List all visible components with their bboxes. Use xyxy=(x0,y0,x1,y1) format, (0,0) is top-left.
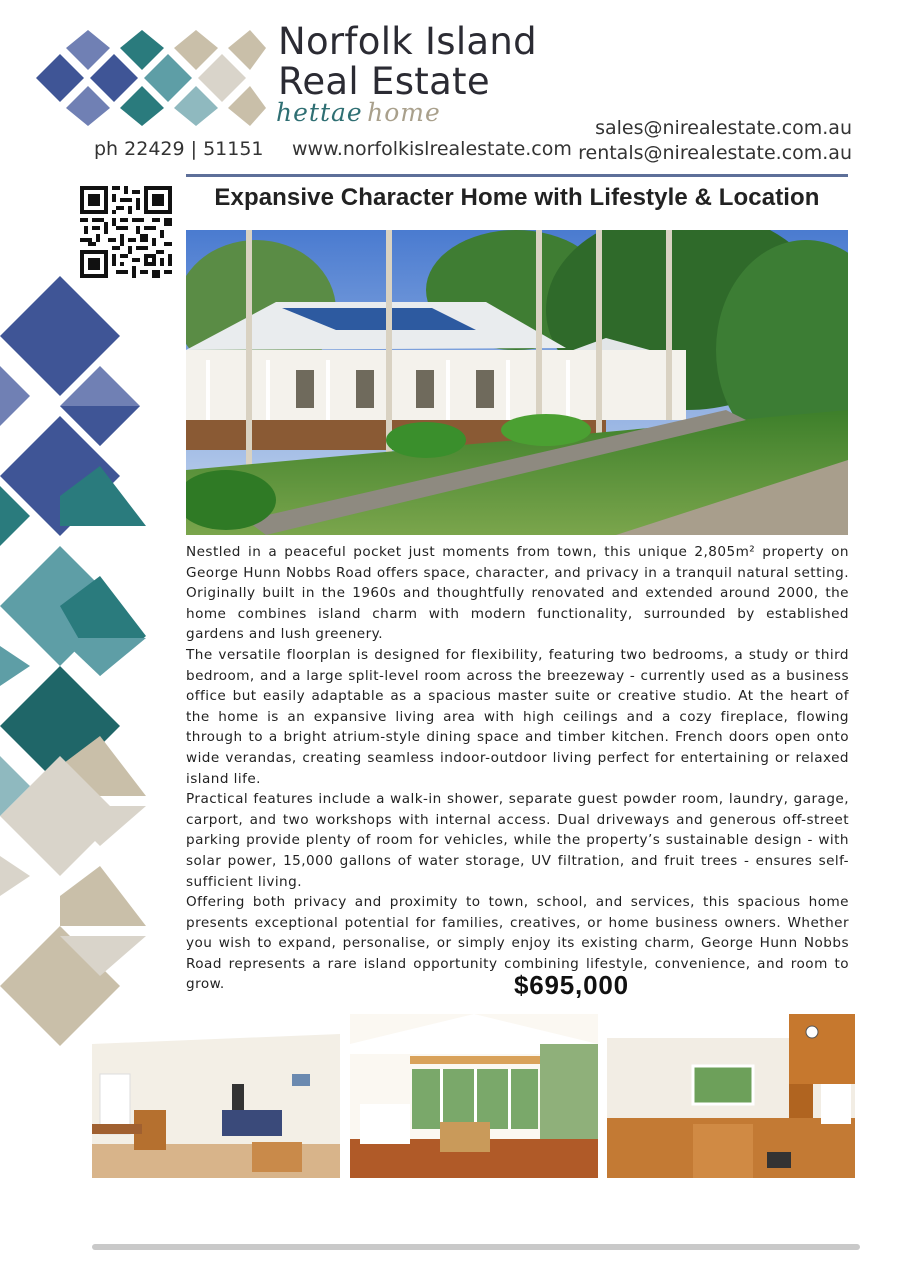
listing-description xyxy=(186,542,849,995)
footer-divider xyxy=(92,1244,860,1250)
gallery-photo-living-room xyxy=(92,1014,340,1178)
brand-name xyxy=(278,22,537,102)
decorative-diamond-column xyxy=(0,276,150,1056)
description-paragraph-2: The versatile floorplan is designed for flexibility, featuring two bedrooms, a study or third bedroom, and a large split-level room across the breezeway - currently used as a business office but easily adaptable as a spacious master suite or creative studio. At the heart of the home is an expansive living area with high ceilings and a cozy fireplace, flowing through to a bright atrium-style dining space and timber kitchen. French doors open onto wide verandas, creating seamless indoor-outdoor living perfect for entertaining or relaxed island life. xyxy=(186,646,849,787)
listing-title: Expansive Character Home with Lifestyle & Location xyxy=(214,184,820,211)
email-block xyxy=(578,116,852,166)
phone-numbers: ph 22429 | 51151 xyxy=(94,138,264,160)
gallery-photo-dining-atrium xyxy=(350,1014,598,1178)
qr-code[interactable] xyxy=(80,186,172,278)
tagline-part-1: hettae xyxy=(276,98,363,127)
company-logo-mosaic xyxy=(36,30,266,126)
description-paragraph-4: Offering both privacy and proximity to town, school, and services, this spacious home presents exceptional potential for families, creatives, or home business owners. Whether you wish to expand, personalise, or simply enjoy its existing charm, George Hunn Nobbs Road represents a rare island opportunity combining lifestyle, convenience, and room to grow. xyxy=(186,894,849,993)
brand-line-2: Real Estate xyxy=(278,60,490,103)
brand-line-1: Norfolk Island xyxy=(278,20,537,63)
sales-email-link[interactable]: sales@nirealestate.com.au xyxy=(595,117,852,139)
description-paragraph-3: Practical features include a walk-in shower, separate guest powder room, laundry, garage, carport, and two workshops with internal access. Dual driveways and generous off-street parking provide plenty of room for vehicles, while the property’s sustainable design - with solar power, 15,000 gallons of water storage, UV filtration, and fruit trees - ensures self-sufficient living. xyxy=(186,791,849,890)
tagline-part-2: home xyxy=(367,98,441,127)
hero-photo-house-exterior xyxy=(186,230,848,535)
rentals-email-link[interactable]: rentals@nirealestate.com.au xyxy=(578,142,852,164)
gallery-photo-timber-kitchen xyxy=(607,1014,855,1178)
description-paragraph-1: Nestled in a peaceful pocket just moments from town, this unique 2,805m² property on George Hunn Nobbs Road offers space, character, and privacy in a tranquil natural setting. Originally built in the 1960s and thoughtfully renovated and extended around 2000, the home combines island charm with modern functionality, surrounded by established gardens and lush greenery. xyxy=(186,544,849,643)
website-link[interactable]: www.norfolkislrealestate.com xyxy=(292,138,572,160)
brand-tagline xyxy=(276,98,476,132)
header-divider xyxy=(186,174,848,177)
listing-price: $695,000 xyxy=(514,970,629,1000)
